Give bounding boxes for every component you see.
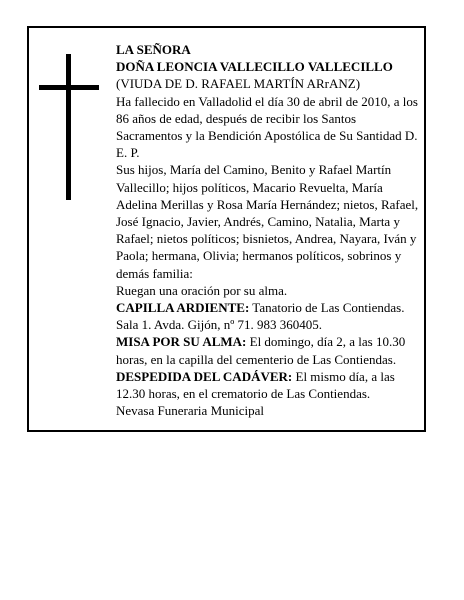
- cross-vertical-bar: [66, 54, 71, 200]
- obituary-notice: [27, 26, 426, 432]
- widow-of-line: (VIUDA DE D. RAFAEL MARTÍN ARrANZ): [116, 76, 361, 92]
- notice-heading: LA SEÑORA: [116, 42, 191, 57]
- prayer-request: Ruegan una oración por su alma.: [116, 282, 288, 298]
- family-list: Sus hijos, María del Camino, Benito y Rafael Martín Vallecillo; hijos políticos, Macario Revuelta, María Adelina Merillas y Rosa María Hernández; nietos, Rafael, José Ignacio, Javier, Andrés, Camino, Natalia, Marta y Rafael; nietos políticos; bisnietos, Andrea, Nayara, Iván y Paola; hermana, Olivia; hermanos políticos, sobrinos y demás familia:: [116, 162, 419, 281]
- chapel-label: CAPILLA ARDIENTE:: [116, 300, 250, 316]
- chapel-text: Tanatorio de Las Contiendas. Sala 1. Avda. Gijón, nº 71. 983 360405.: [116, 300, 405, 333]
- farewell-text: El mismo día, a las 12.30 horas, en el crematorio de Las Contiendas.: [116, 368, 395, 402]
- cross-horizontal-bar: [39, 85, 99, 90]
- mass-label: MISA POR SU ALMA:: [116, 334, 247, 350]
- obituary-text: [116, 41, 420, 419]
- chapel-info: [116, 299, 420, 333]
- death-announcement: Ha fallecido en Valladolid el día 30 de abril de 2010, a los 86 años de edad, después de recibir los Santos Sacramentos y la Bendición Apostólica de Su Santidad D. E. P.: [116, 93, 418, 161]
- mass-info: [116, 333, 420, 367]
- deceased-name: DOÑA LEONCIA VALLECILLO VALLECILLO: [116, 59, 393, 75]
- cross-icon: [39, 54, 99, 200]
- farewell-label: DESPEDIDA DEL CADÁVER:: [116, 368, 293, 384]
- mass-text: El domingo, día 2, a las 10.30 horas, en la capilla del cementerio de Las Contiendas.: [116, 334, 406, 367]
- funeral-home: Nevasa Funeraria Municipal: [116, 403, 265, 419]
- farewell-info: [116, 368, 420, 402]
